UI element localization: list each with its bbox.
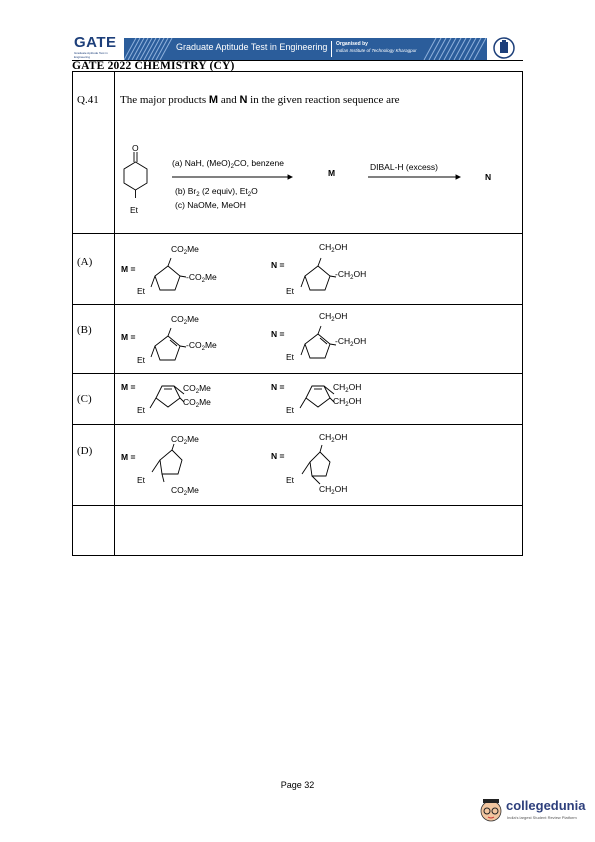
option-b-n-right-group: $-CH_2OH$	[335, 336, 367, 348]
option-a-m-ethyl: Et	[137, 286, 146, 296]
option-c-m-ethyl: Et	[137, 405, 146, 415]
brand-name: collegedunia	[506, 798, 586, 813]
option-b-n-ethyl: Et	[286, 352, 295, 362]
option-b-m-right-group: $-CO_2Me$	[186, 340, 217, 352]
product-n-label: N	[485, 172, 492, 182]
gate-logo-subtext: Graduate Aptitude Test in Engineering	[74, 51, 108, 59]
reagent-b: (b) $Br_2$ (2 equiv), $Et_2O$	[175, 186, 258, 198]
option-b-label-cell	[72, 304, 115, 374]
option-d-n-bottom-group: $CH_2OH$	[319, 484, 348, 496]
option-d-n-ethyl: Et	[286, 475, 295, 485]
organiser-name: Indian Institute of Technology Kharagpur	[336, 48, 417, 53]
empty-cell	[114, 505, 523, 556]
option-c-n-ethyl: Et	[286, 405, 295, 415]
option-a-n: N =	[271, 260, 285, 270]
option-d-m-bottom-group: $CO_2Me$	[171, 485, 199, 497]
option-b-m-top-group: $CO_2Me$	[171, 314, 199, 326]
option-b-m: M =	[121, 332, 136, 342]
gate-logo	[74, 34, 122, 60]
reagent-c: (c) NaOMe, MeOH	[175, 200, 246, 210]
page-number: Page 32	[280, 780, 315, 790]
subject-title: GATE 2022 CHEMISTRY (CY)	[72, 60, 235, 72]
option-b-n: N =	[271, 329, 285, 339]
reaction-arrow-2	[368, 174, 460, 180]
option-d-m: M =	[121, 452, 136, 462]
option-c-m: M =	[121, 382, 136, 392]
option-d-n-top-group: $CH_2OH$	[319, 432, 348, 444]
iit-crest-icon	[492, 36, 516, 60]
question-text: The major products M and N in the given reaction sequence are	[120, 94, 400, 106]
option-b-m-ethyl: Et	[137, 355, 146, 365]
gate-logo-text: GATE	[74, 34, 117, 51]
mascot-icon	[478, 796, 504, 824]
option-d-label-cell	[72, 424, 115, 506]
banner-divider	[331, 41, 332, 57]
option-a-label: (A)	[77, 256, 93, 268]
option-c-m-group-1: $CO_2Me$	[183, 383, 211, 395]
empty-label-cell	[72, 505, 115, 556]
option-c-n-group-2: $CH_2OH$	[333, 396, 362, 408]
collegedunia-logo	[478, 796, 588, 824]
cyclohexanone-structure	[118, 148, 158, 208]
option-c-m-group-2: $CO_2Me$	[183, 397, 211, 409]
brand-tagline: India's largest Student Review Platform	[507, 815, 577, 820]
reagent-a: (a) NaH, $(MeO)_2CO$, benzene	[172, 158, 284, 170]
option-a-m-top-group: $CO_2Me$	[171, 244, 199, 256]
option-d-label: (D)	[77, 445, 93, 457]
reagent-dibal: DIBAL-H (excess)	[370, 162, 439, 172]
reaction-arrow-1	[172, 174, 292, 180]
option-a-n-ethyl: Et	[286, 286, 295, 296]
option-c-n: N =	[271, 382, 285, 392]
carbonyl-oxygen-label: O	[132, 143, 139, 153]
option-a-m: M =	[121, 264, 136, 274]
banner-title: Graduate Aptitude Test in Engineering	[176, 42, 328, 52]
option-d-m-top-group: $CO_2Me$	[171, 434, 199, 446]
option-a-n-top-group: $CH_2OH$	[319, 242, 348, 254]
option-c-n-group-1: $CH_2OH$	[333, 382, 362, 394]
option-a-n-right-group: $-CH_2OH$	[335, 269, 367, 281]
option-a-label-cell	[72, 233, 115, 305]
option-d-n: N =	[271, 451, 285, 461]
option-b-label: (B)	[77, 324, 92, 336]
option-c-label: (C)	[77, 393, 92, 405]
option-d-n-structure	[290, 440, 350, 490]
ethyl-label: Et	[130, 205, 139, 215]
option-d-m-structure	[140, 440, 200, 490]
question-number: Q.41	[77, 94, 99, 106]
organised-by-label: Organised by	[336, 41, 368, 47]
header-banner	[124, 38, 487, 60]
product-m-label: M	[328, 168, 336, 178]
option-b-n-top-group: $CH_2OH$	[319, 311, 348, 323]
option-d-m-ethyl: Et	[137, 475, 146, 485]
option-a-m-right-group: $-CO_2Me$	[186, 272, 217, 284]
